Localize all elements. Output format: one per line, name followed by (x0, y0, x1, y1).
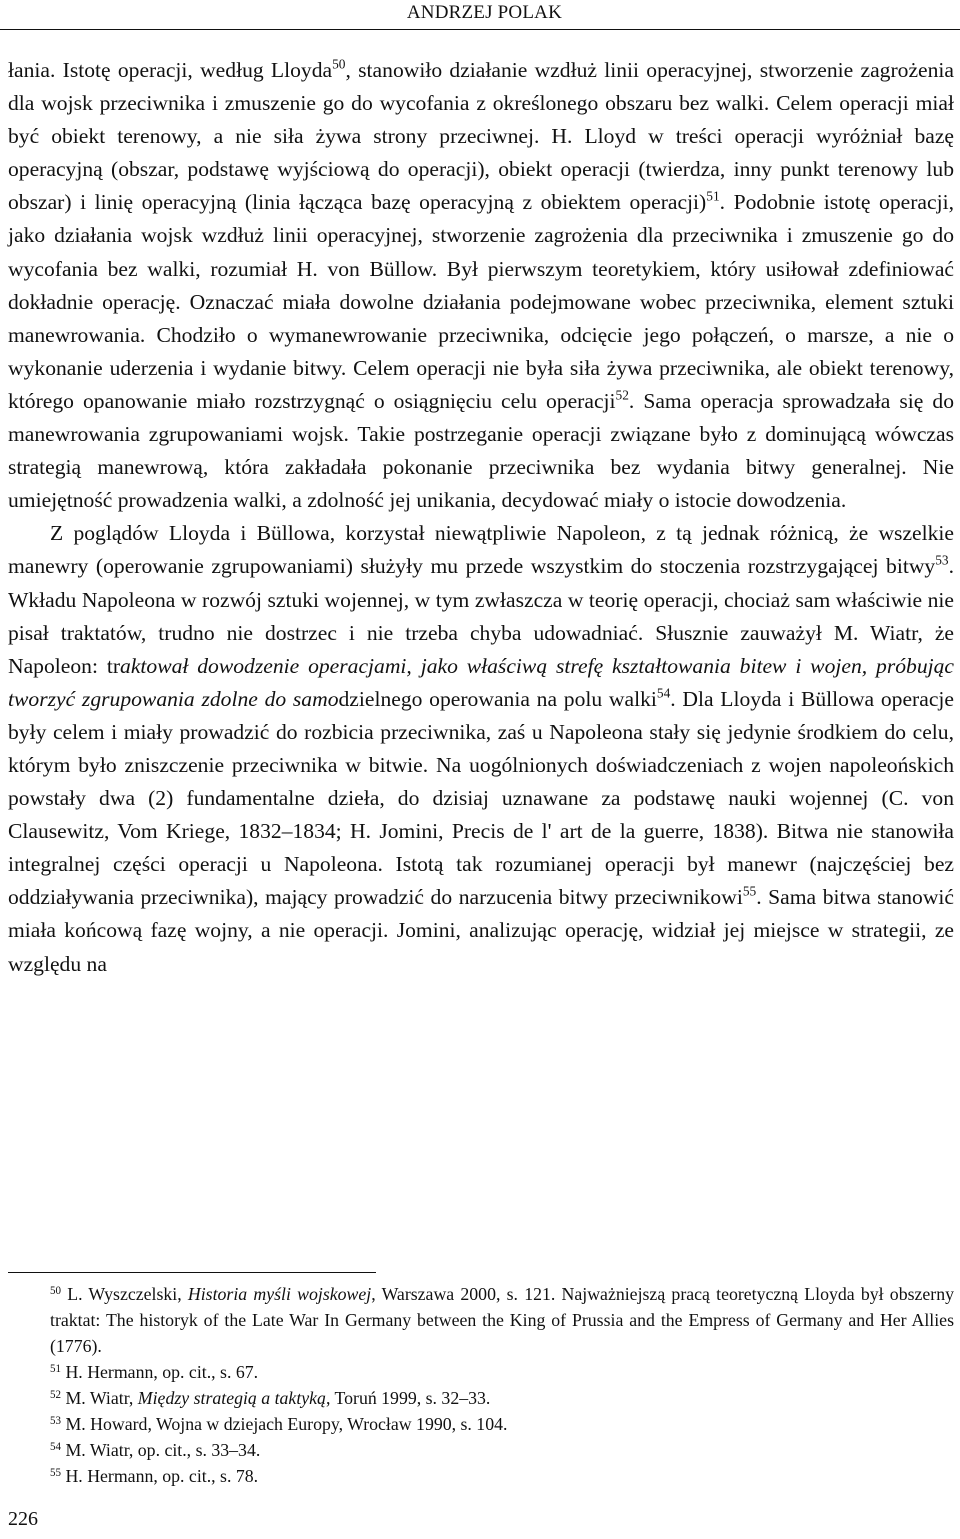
footnote-title: Między strategią a taktyką (137, 1388, 326, 1408)
footnote-50 (8, 1281, 954, 1359)
text-run: Z poglądów Lloyda i Büllowa, korzystał niewątpliwie Napoleon, z tą jednak różnicą, że wszelkie manewry (operowanie zgrupowaniami) służyły mu przede wszystkim do stoczenia rozstrzygającej bitwy (8, 521, 954, 579)
main-text (8, 54, 954, 981)
footnote-text: H. Hermann, op. cit., s. 67. (65, 1362, 259, 1382)
footnote-text: M. Howard, Wojna w dziejach Europy, Wrocław 1990, s. 104. (65, 1414, 508, 1434)
footnote-ref-52: 52 (615, 387, 629, 403)
text-run: . Podobnie istotę operacji, jako działania wojsk wzdłuż linii operacyjnej, stworzenie zagrożenia dla przeciwnika i zmuszenie go do wycofania bez walki, rozumiał H. von Büllow. Był pierwszym teoretykiem, który usiłował zdefiniować dokładnie operację. Oznaczać miała dowolne działania podejmowane wobec przeciwnika, element sztuki manewrowania. Chodziło o wymanewrowanie przeciwnika, odcięcie jego połączeń, o marsze, a nie o wykonanie uderzenia i wydanie bitwy. Celem operacji nie była siła żywa przeciwnika, ale obiekt terenowy, którego opanowanie miało rozstrzygnąć o osiągnięciu celu operacji (8, 190, 954, 413)
footnote-51 (8, 1359, 954, 1385)
footnote-title: Historia myśli wojskowej (187, 1284, 372, 1304)
footnote-text: M. Wiatr, op. cit., s. 33–34. (65, 1440, 261, 1460)
footnote-number: 55 (50, 1466, 62, 1479)
text-run: . Wkładu Napoleona w rozwój sztuki wojennej, w tym zwłaszcza w teorię operacji, chociaż sam właściwie nie pisał traktatów, trudno nie dostrzec i nie trzeba chyba udowadniać. Słusznie zauważył M. Wiatr, że Napoleon: tr (8, 554, 954, 678)
quotation-italic: aktował dowodzenie operacjami, jako właściwą strefę kształtowania bitew i wojen, próbując tworzyć zgrupowania zdolne do samo (8, 653, 954, 711)
footnote-number: 54 (50, 1440, 62, 1453)
footnote-text: , Toruń 1999, s. 32–33. (325, 1388, 491, 1408)
footnote-number: 50 (50, 1284, 62, 1297)
text-run: . Sama operacja sprowadzała się do manewrowania zgrupowaniami wojsk. Takie postrzeganie operacji związane było z dominującą wówczas strategią manewrową, która zakładała pokonanie przeciwnika bez wydania bitwy generalnej. Nie umiejętność prowadzenia walki, a zdolność jej unikania, decydować miały o istocie dowodzenia. (8, 388, 954, 513)
running-title: ANDRZEJ POLAK (406, 2, 562, 23)
footnote-ref-54: 54 (656, 685, 671, 701)
footnote-text: H. Hermann, op. cit., s. 78. (65, 1466, 259, 1486)
footnote-54 (8, 1437, 954, 1463)
footnote-52 (8, 1385, 954, 1411)
footnote-text: L. Wyszczelski, (67, 1284, 188, 1304)
footnote-text: M. Wiatr, (65, 1388, 138, 1408)
footnote-number: 53 (50, 1414, 62, 1427)
text-run: . Sama bitwa stanowić miała końcową fazę wojny, a nie operacji. Jomini, analizując operację, widział jej miejsce w strategii, ze względu na (8, 885, 954, 976)
footnote-ref-53: 53 (935, 552, 949, 568)
footnote-number: 52 (50, 1388, 62, 1401)
footnotes (8, 1281, 954, 1489)
text-run: łania. Istotę operacji, według Lloyda (8, 58, 333, 82)
page-header (0, 0, 960, 31)
footnote-55 (8, 1463, 954, 1489)
paragraph-1 (8, 54, 954, 517)
text-run: , stanowiło działanie wzdłuż linii operacyjnej, stworzenie zagrożenia dla wojsk przeciwnika i zmuszenie go do wycofania z określonego obszaru bez walki. Celem operacji miał być obiekt terenowy, a nie siła żywa strony przeciwnej. H. Lloyd w treści operacji wyróżniał bazę operacyjną (obszar, podstawę wyjściową do operacji), obiekt operacji (twierdza, inny punkt terenowy lub obszar) i linię operacyjną (linia łącząca bazę operacyjną z obiektem operacji) (8, 58, 954, 215)
footnote-53 (8, 1411, 954, 1437)
footnote-number: 51 (50, 1362, 62, 1375)
footnote-ref-50: 50 (332, 56, 346, 72)
footnote-ref-55: 55 (742, 883, 757, 899)
text-run: dzielnego operowania na polu walki (338, 686, 657, 711)
text-run: . Dla Lloyda i Büllowa operacje były celem i miały prowadzić do rozbicia przeciwnika, zaś u Napoleona stały się jedynie środkiem do celu, którym było zniszczenie przeciwnika w bitwie. Na uogólnionych doświadczeniach z wojen napoleońskich powstały dwa (2) fundamentalne dzieła, do dzisiaj uznawane za podstawę nauki wojennej (C. von Clausewitz, Vom Kriege, 1832–1834; H. Jomini, Precis de l' art de la guerre, 1838). Bitwa nie stanowiła integralnej części operacji u Napoleona. Istotą tak rozumianej operacji był manewr (najczęściej bez oddziaływania przeciwnika), mający prowadzić do narzucenia bitwy przeciwnikowi (8, 686, 954, 910)
footnote-separator (8, 1272, 376, 1273)
page-number: 226 (8, 1508, 38, 1530)
header-rule (0, 29, 960, 30)
footnote-text: , Warszawa 2000, s. 121. Najważniejszą pracą teoretyczną Lloyda był obszerny traktat: The historyk of the Late War In Germany between the King of Prussia and the Empress of Germany and Her Allies (1776). (50, 1284, 954, 1356)
paragraph-2 (8, 517, 954, 980)
footnote-ref-51: 51 (706, 188, 720, 204)
